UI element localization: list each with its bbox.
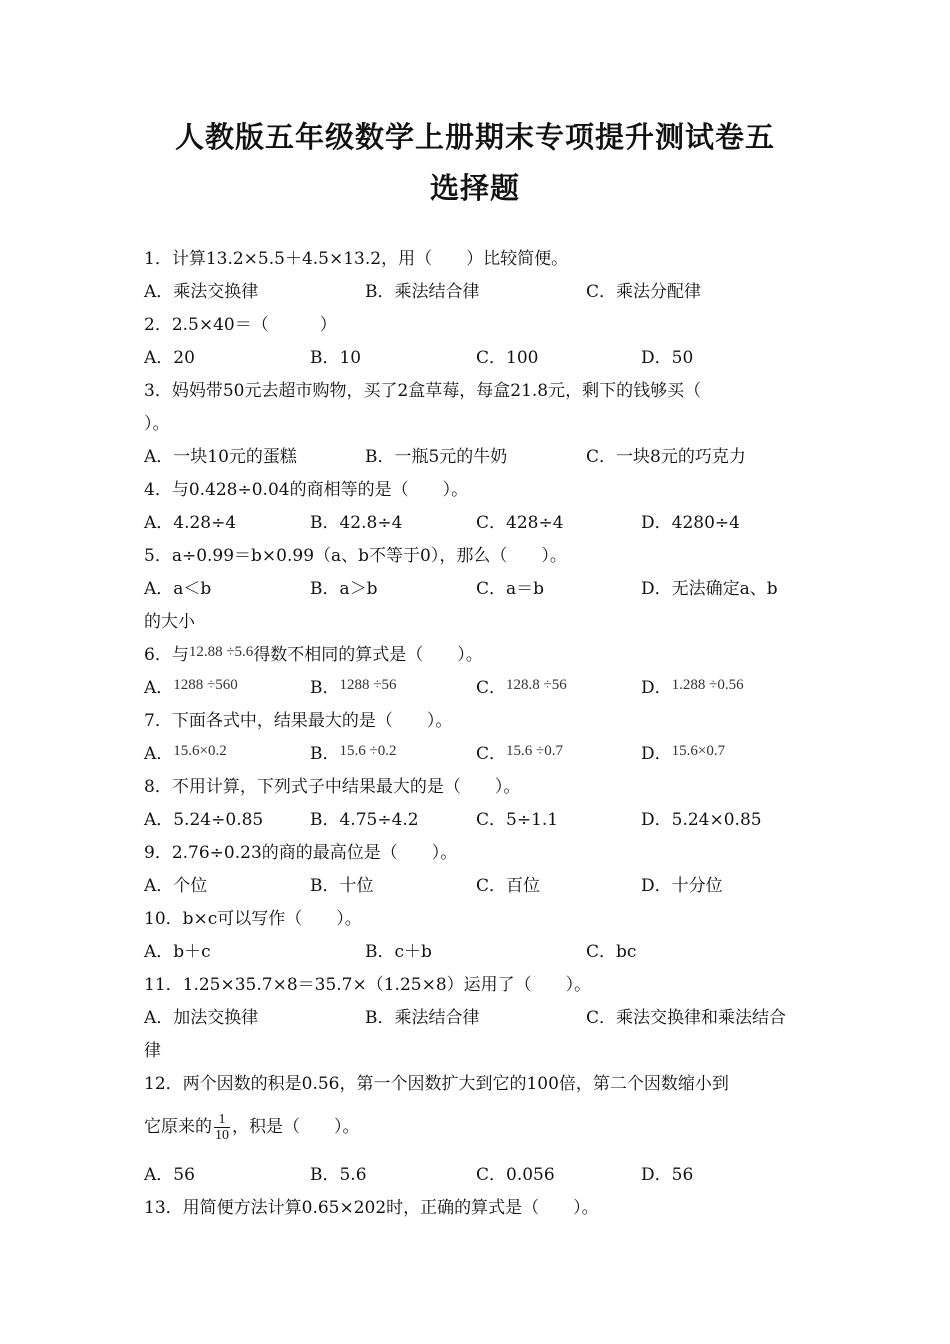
option-expression: 1.288 ÷0.56 bbox=[671, 677, 744, 693]
question-6-option-b[interactable] bbox=[310, 677, 396, 700]
option-label: D． bbox=[641, 744, 672, 764]
question-13-stem: 13．用简便方法计算0.65×202时，正确的算式是（ ）。 bbox=[144, 1198, 599, 1218]
option-label: B． bbox=[310, 678, 340, 698]
question-11-option-a[interactable]: A．加法交换律 bbox=[144, 1008, 259, 1028]
question-3-option-b[interactable]: B．一瓶5元的牛奶 bbox=[365, 447, 508, 467]
question-8-option-d[interactable]: D．5.24×0.85 bbox=[641, 810, 762, 830]
question-7-option-c[interactable] bbox=[476, 743, 563, 766]
question-6-option-d[interactable] bbox=[641, 677, 744, 700]
option-expression: 1288 ÷560 bbox=[173, 677, 238, 693]
question-9-option-b[interactable]: B．十位 bbox=[310, 876, 374, 896]
option-expression: 15.6 ÷0.7 bbox=[506, 743, 563, 759]
question-10-option-a[interactable]: A．b＋c bbox=[144, 942, 211, 962]
question-10-stem: 10．b×c可以写作（ ）。 bbox=[144, 909, 362, 929]
question-4-option-b[interactable]: B．42.8÷4 bbox=[310, 513, 403, 533]
section-title: 选择题 bbox=[429, 171, 520, 205]
option-label: D． bbox=[641, 678, 672, 698]
question-11-option-c-continued: 律 bbox=[144, 1041, 161, 1061]
question-3-stem-line2: ）。 bbox=[144, 414, 170, 434]
question-7-option-d[interactable] bbox=[641, 743, 725, 766]
question-6-stem bbox=[144, 644, 483, 667]
question-6-expression: 12.88 ÷5.6 bbox=[188, 644, 254, 660]
question-11-option-b[interactable]: B．乘法结合律 bbox=[365, 1008, 480, 1028]
fraction-one-tenth bbox=[214, 1112, 230, 1143]
question-2-option-a[interactable]: A．20 bbox=[144, 348, 195, 368]
question-3-stem-line1: 3．妈妈带50元去超市购物，买了2盒草莓，每盒21.8元，剩下的钱够买（ bbox=[144, 381, 702, 401]
option-label: C． bbox=[476, 744, 507, 764]
question-10-option-b[interactable]: B．c＋b bbox=[365, 942, 432, 962]
option-expression: 15.6 ÷0.2 bbox=[339, 743, 397, 759]
question-9-option-c[interactable]: C．百位 bbox=[476, 876, 541, 896]
question-1-option-c[interactable]: C．乘法分配律 bbox=[586, 282, 702, 302]
question-5-option-d[interactable]: D．无法确定a、b bbox=[641, 579, 778, 599]
question-4-option-d[interactable]: D．4280÷4 bbox=[641, 513, 740, 533]
option-expression: 15.6×0.7 bbox=[671, 743, 726, 759]
question-5-option-c[interactable]: C．a＝b bbox=[476, 579, 545, 599]
question-1-option-a[interactable]: A．乘法交换律 bbox=[144, 282, 259, 302]
question-12-stem-line1: 12．两个因数的积是0.56，第一个因数扩大到它的100倍，第二个因数缩小到 bbox=[144, 1074, 729, 1094]
question-7-stem: 7．下面各式中，结果最大的是（ ）。 bbox=[144, 711, 453, 731]
question-5-stem: 5．a÷0.99＝b×0.99（a、b不等于0），那么（ ）。 bbox=[144, 546, 567, 566]
question-4-option-c[interactable]: C．428÷4 bbox=[476, 513, 564, 533]
question-12-option-d[interactable]: D．56 bbox=[641, 1165, 694, 1185]
question-3-option-a[interactable]: A．一块10元的蛋糕 bbox=[144, 447, 297, 467]
question-5-option-a[interactable]: A．a＜b bbox=[144, 579, 212, 599]
option-label: A． bbox=[144, 744, 174, 764]
question-4-option-a[interactable]: A．4.28÷4 bbox=[144, 513, 237, 533]
question-2-stem: 2．2.5×40＝（ ） bbox=[144, 315, 337, 335]
question-12-stem-prefix: 它原来的 bbox=[144, 1117, 212, 1137]
option-label: B． bbox=[310, 744, 340, 764]
question-10-option-c[interactable]: C．bc bbox=[586, 942, 637, 962]
question-12-option-a[interactable]: A．56 bbox=[144, 1165, 195, 1185]
question-9-stem: 9．2.76÷0.23的商的最高位是（ ）。 bbox=[144, 843, 458, 863]
question-12-stem-suffix: ，积是（ ）。 bbox=[232, 1117, 360, 1137]
question-8-option-b[interactable]: B．4.75÷4.2 bbox=[310, 810, 419, 830]
question-3-option-c[interactable]: C．一块8元的巧克力 bbox=[586, 447, 746, 467]
option-expression: 1288 ÷56 bbox=[339, 677, 397, 693]
question-6-option-a[interactable] bbox=[144, 677, 238, 700]
question-2-option-c[interactable]: C．100 bbox=[476, 348, 539, 368]
question-1-option-b[interactable]: B．乘法结合律 bbox=[365, 282, 480, 302]
question-11-option-c[interactable]: C．乘法交换律和乘法结合 bbox=[586, 1008, 787, 1028]
question-8-option-a[interactable]: A．5.24÷0.85 bbox=[144, 810, 264, 830]
question-12-stem-line2 bbox=[144, 1112, 360, 1143]
option-label: C． bbox=[476, 678, 507, 698]
question-8-stem: 8．不用计算，下列式子中结果最大的是（ ）。 bbox=[144, 777, 521, 797]
question-9-option-a[interactable]: A．个位 bbox=[144, 876, 208, 896]
question-2-option-d[interactable]: D．50 bbox=[641, 348, 694, 368]
fraction-denominator: 10 bbox=[215, 1128, 229, 1143]
question-5-option-b[interactable]: B．a＞b bbox=[310, 579, 378, 599]
question-6-stem-suffix: 得数不相同的算式是（ ）。 bbox=[253, 645, 483, 665]
question-11-stem: 11．1.25×35.7×8＝35.7×（1.25×8）运用了（ ）。 bbox=[144, 975, 592, 995]
question-6-option-c[interactable] bbox=[476, 677, 567, 700]
question-9-option-d[interactable]: D．十分位 bbox=[641, 876, 723, 896]
fraction-numerator: 1 bbox=[214, 1112, 230, 1128]
question-4-stem: 4．与0.428÷0.04的商相等的是（ ）。 bbox=[144, 480, 469, 500]
page-title: 人教版五年级数学上册期末专项提升测试卷五 bbox=[174, 120, 775, 154]
option-expression: 128.8 ÷56 bbox=[506, 677, 567, 693]
question-7-option-a[interactable] bbox=[144, 743, 227, 766]
option-label: A． bbox=[144, 678, 174, 698]
question-12-option-b[interactable]: B．5.6 bbox=[310, 1165, 367, 1185]
question-7-option-b[interactable] bbox=[310, 743, 396, 766]
question-8-option-c[interactable]: C．5÷1.1 bbox=[476, 810, 559, 830]
question-2-option-b[interactable]: B．10 bbox=[310, 348, 362, 368]
question-5-option-d-continued: 的大小 bbox=[144, 612, 195, 632]
question-1-stem: 1．计算13.2×5.5＋4.5×13.2，用（ ）比较简便。 bbox=[144, 249, 569, 269]
question-6-stem-prefix: 6．与 bbox=[144, 645, 189, 665]
option-expression: 15.6×0.2 bbox=[173, 743, 227, 759]
question-12-option-c[interactable]: C．0.056 bbox=[476, 1165, 555, 1185]
